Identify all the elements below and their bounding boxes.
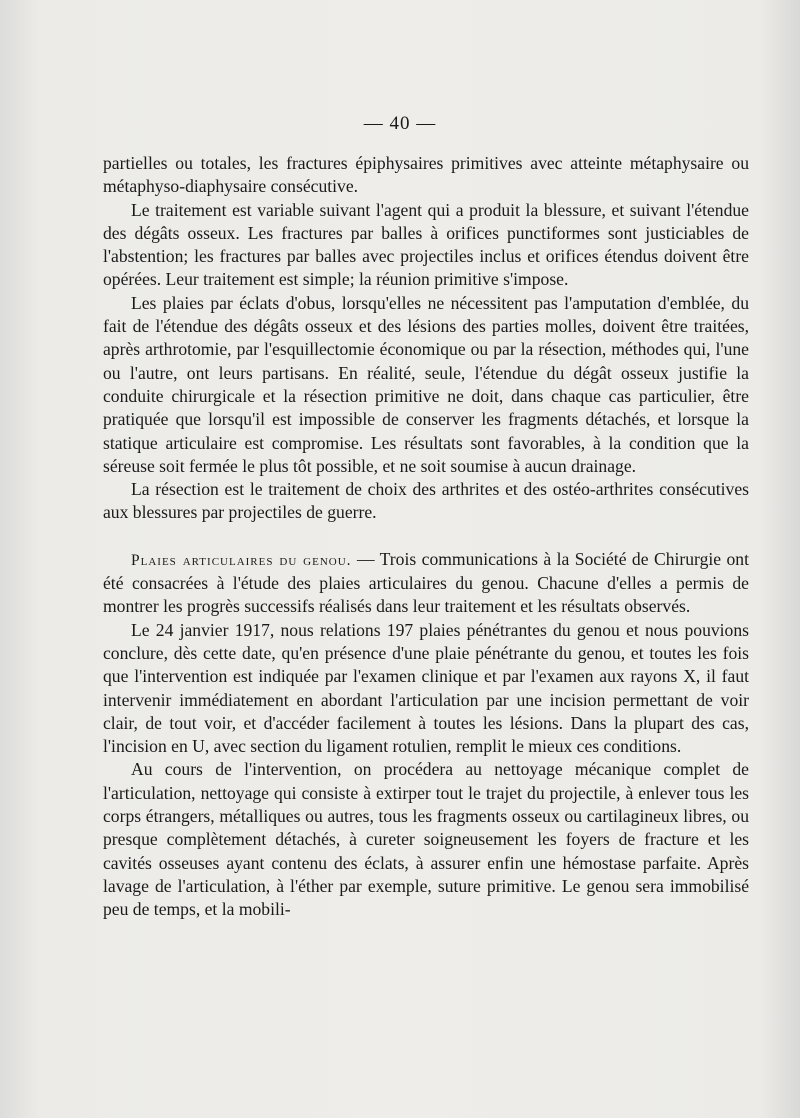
body-text: [103, 152, 749, 922]
paragraph-intervention: Au cours de l'intervention, on procédera au nettoyage mécanique complet de l'articulation, nettoyage qui consiste à extirper tout le trajet du projectile, à enlever tous les corps étrangers, métalliques ou autres, tous les fragments osseux ou cartilagineux libres, ou presque complètement détachés, à cureter soigneusement les foyers de fracture et les cavités osseuses ayant contenu des éclats, à assurer enfin une hémostase parfaite. Après lavage de l'articulation, à l'éther par exemple, suture primitive. Le genou sera immobilisé peu de temps, et la mobili-: [103, 759, 749, 920]
page-number: — 40 —: [363, 113, 437, 134]
paragraph-traitement: Le traitement est variable suivant l'agent qui a produit la blessure, et suivant l'étendue des dégâts osseux. Les fractures par balles à orifices punctiformes sont justiciables de l'abstention; les fractures par balles avec projectiles inclus et orifices étendus doivent être opérées. Leur traitement est simple; la réunion primitive s'impose.: [103, 199, 749, 290]
paragraph-continued: partielles ou totales, les fractures épiphysaires primitives avec atteinte métaphysaire ou métaphyso-diaphysaire consécutive.: [103, 153, 749, 197]
paragraph-resection: La résection est le traitement de choix des arthrites et des ostéo-arthrites consécutives aux blessures par projectiles de guerre.: [103, 479, 749, 523]
paragraph-eclats-obus: Les plaies par éclats d'obus, lorsqu'elles ne nécessitent pas l'amputation d'emblée, du fait de l'étendue des dégâts osseux et des lésions des parties molles, doivent être traitées, après arthrotomie, par l'esquillectomie économique ou par la résection, méthodes qui, l'une ou l'autre, ont leurs partisans. En réalité, seule, l'étendue du dégât osseux justifie la conduite chirurgicale et la résection primitive ne doit, dans chaque cas particulier, être pratiquée que lorsqu'il est impossible de conserver les fragments détachés, et lorsque la statique articulaire est compromise. Les résultats sont favorables, à la condition que la séreuse soit fermée le plus tôt possible, et ne soit soumise à aucun drainage.: [103, 292, 749, 476]
paragraph-plaies-genou: [103, 548, 749, 619]
paragraph-24-janvier: Le 24 janvier 1917, nous relations 197 plaies pénétrantes du genou et nous pouvions conclure, dès cette date, qu'en présence d'une plaie pénétrante du genou, et toutes les fois que l'intervention est indiquée par l'examen clinique et par l'examen aux rayons X, il faut intervenir immédiatement en abordant l'articulation par une incision permettant de voir clair, de tout voir, et d'accéder facilement à toutes les lésions. Dans la plupart des cas, l'incision en U, avec section du ligament rotulien, remplit le mieux ces conditions.: [103, 619, 749, 757]
section-heading: Plaies articulaires du genou.: [131, 551, 352, 569]
section-heading-text: — Trois communications à la Société de Chirurgie ont été consacrées à l'étude des plaies articulaires du genou. Chacune d'elles a permis de montrer les progrès successifs réalisés dans leur traitement et les résultats observés.: [103, 548, 749, 617]
